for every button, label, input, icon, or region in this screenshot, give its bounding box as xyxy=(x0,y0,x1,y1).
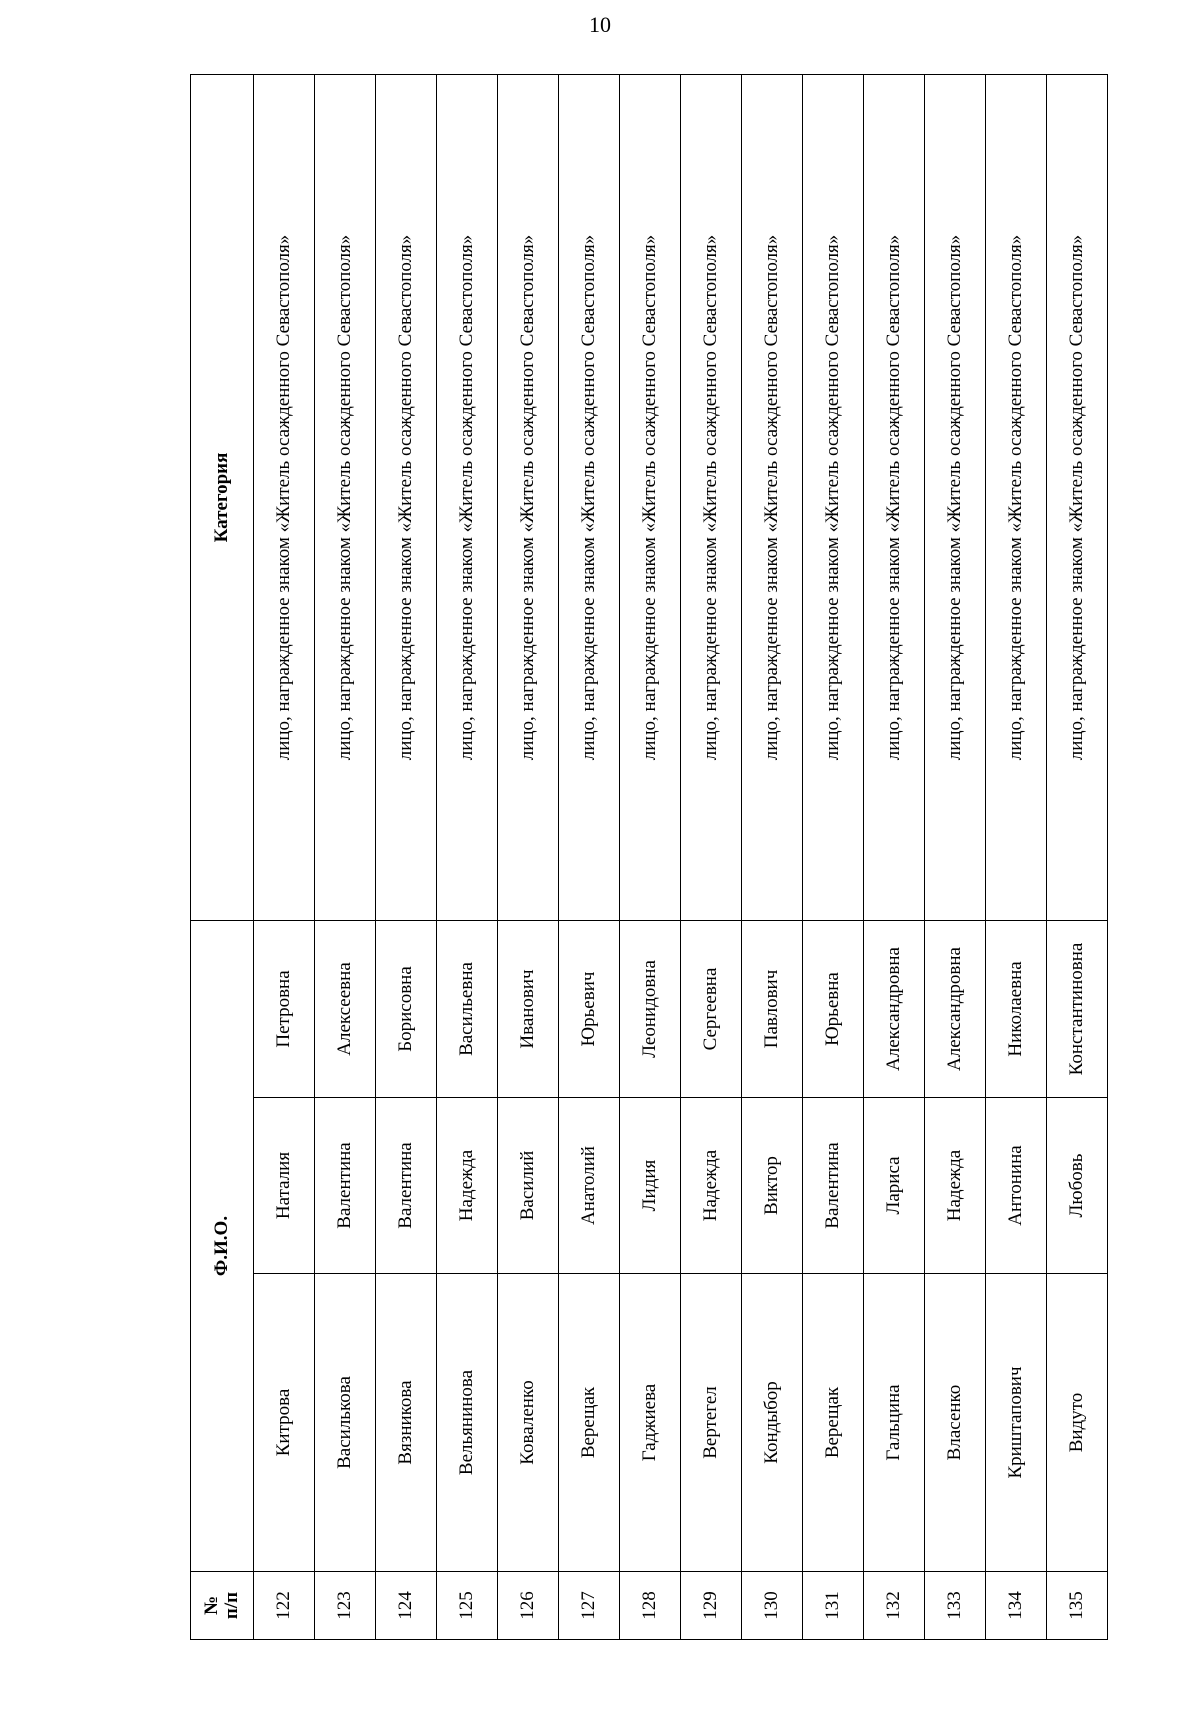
last-name: Гальцина xyxy=(864,1274,925,1572)
first-name: Василий xyxy=(498,1098,559,1274)
first-name: Виктор xyxy=(742,1098,803,1274)
first-name: Любовь xyxy=(1047,1098,1108,1274)
last-name: Василькова xyxy=(315,1274,376,1572)
last-name: Китрова xyxy=(254,1274,315,1572)
first-name: Лариса xyxy=(864,1098,925,1274)
category-cell: лицо, награжденное знаком «Житель осажденного Севастополя» xyxy=(620,74,681,920)
table-row xyxy=(742,74,803,1639)
row-number: 135 xyxy=(1047,1572,1108,1640)
patronymic: Васильевна xyxy=(437,920,498,1097)
first-name: Надежда xyxy=(437,1098,498,1274)
first-name: Валентина xyxy=(315,1098,376,1274)
patronymic: Петровна xyxy=(254,920,315,1097)
row-number: 124 xyxy=(376,1572,437,1640)
patronymic: Александровна xyxy=(925,920,986,1097)
first-name: Антонина xyxy=(986,1098,1047,1274)
first-name: Валентина xyxy=(803,1098,864,1274)
recipients-table xyxy=(190,74,1108,1640)
category-cell: лицо, награжденное знаком «Житель осажденного Севастополя» xyxy=(925,74,986,920)
last-name: Видуто xyxy=(1047,1274,1108,1572)
first-name: Анатолий xyxy=(559,1098,620,1274)
row-number: 123 xyxy=(315,1572,376,1640)
header-number-line2: п/п xyxy=(221,1591,242,1620)
last-name: Криштапович xyxy=(986,1274,1047,1572)
patronymic: Константиновна xyxy=(1047,920,1108,1097)
first-name: Валентина xyxy=(376,1098,437,1274)
table-header-row xyxy=(191,74,254,1639)
row-number: 122 xyxy=(254,1572,315,1640)
table-row xyxy=(803,74,864,1639)
first-name: Наталия xyxy=(254,1098,315,1274)
last-name: Вельянинова xyxy=(437,1274,498,1572)
patronymic: Юрьевна xyxy=(803,920,864,1097)
last-name: Верещак xyxy=(803,1274,864,1572)
first-name: Лидия xyxy=(620,1098,681,1274)
patronymic: Александровна xyxy=(864,920,925,1097)
table-row xyxy=(315,74,376,1639)
table-row xyxy=(437,74,498,1639)
row-number: 130 xyxy=(742,1572,803,1640)
row-number: 126 xyxy=(498,1572,559,1640)
table-row xyxy=(925,74,986,1639)
patronymic: Сергеевна xyxy=(681,920,742,1097)
header-fio: Ф.И.О. xyxy=(191,920,254,1571)
last-name: Кондыбор xyxy=(742,1274,803,1572)
row-number: 133 xyxy=(925,1572,986,1640)
first-name: Надежда xyxy=(681,1098,742,1274)
table-row xyxy=(1047,74,1108,1639)
patronymic: Юрьевич xyxy=(559,920,620,1097)
table-row xyxy=(254,74,315,1639)
table-row xyxy=(864,74,925,1639)
category-cell: лицо, награжденное знаком «Житель осажденного Севастополя» xyxy=(498,74,559,920)
category-cell: лицо, награжденное знаком «Житель осажденного Севастополя» xyxy=(376,74,437,920)
category-cell: лицо, награжденное знаком «Житель осажденного Севастополя» xyxy=(559,74,620,920)
table-body xyxy=(254,74,1108,1639)
last-name: Вертегел xyxy=(681,1274,742,1572)
header-category: Категория xyxy=(191,74,254,920)
patronymic: Алексеевна xyxy=(315,920,376,1097)
category-cell: лицо, награжденное знаком «Житель осажденного Севастополя» xyxy=(437,74,498,920)
row-number: 131 xyxy=(803,1572,864,1640)
row-number: 129 xyxy=(681,1572,742,1640)
category-cell: лицо, награжденное знаком «Житель осажденного Севастополя» xyxy=(1047,74,1108,920)
table-row xyxy=(681,74,742,1639)
rotated-table-wrapper xyxy=(190,75,1108,1640)
table-row xyxy=(620,74,681,1639)
row-number: 127 xyxy=(559,1572,620,1640)
header-number-line1: № xyxy=(201,1595,222,1616)
category-cell: лицо, награжденное знаком «Житель осажденного Севастополя» xyxy=(254,74,315,920)
table-row xyxy=(376,74,437,1639)
category-cell: лицо, награжденное знаком «Житель осажденного Севастополя» xyxy=(315,74,376,920)
category-cell: лицо, награжденное знаком «Житель осажденного Севастополя» xyxy=(864,74,925,920)
row-number: 128 xyxy=(620,1572,681,1640)
last-name: Вязникова xyxy=(376,1274,437,1572)
last-name: Власенко xyxy=(925,1274,986,1572)
first-name: Надежда xyxy=(925,1098,986,1274)
page-number: 10 xyxy=(589,12,611,37)
patronymic: Леонидовна xyxy=(620,920,681,1097)
category-cell: лицо, награжденное знаком «Житель осажденного Севастополя» xyxy=(681,74,742,920)
row-number: 134 xyxy=(986,1572,1047,1640)
row-number: 132 xyxy=(864,1572,925,1640)
last-name: Верещак xyxy=(559,1274,620,1572)
last-name: Гаджиева xyxy=(620,1274,681,1572)
patronymic: Павлович xyxy=(742,920,803,1097)
table-row xyxy=(498,74,559,1639)
table-row xyxy=(559,74,620,1639)
table-row xyxy=(986,74,1047,1639)
patronymic: Борисовна xyxy=(376,920,437,1097)
category-cell: лицо, награжденное знаком «Житель осажденного Севастополя» xyxy=(742,74,803,920)
row-number: 125 xyxy=(437,1572,498,1640)
category-cell: лицо, награжденное знаком «Житель осажденного Севастополя» xyxy=(803,74,864,920)
category-cell: лицо, награжденное знаком «Житель осажденного Севастополя» xyxy=(986,74,1047,920)
patronymic: Николаевна xyxy=(986,920,1047,1097)
patronymic: Иванович xyxy=(498,920,559,1097)
last-name: Коваленко xyxy=(498,1274,559,1572)
header-number xyxy=(191,1572,254,1640)
